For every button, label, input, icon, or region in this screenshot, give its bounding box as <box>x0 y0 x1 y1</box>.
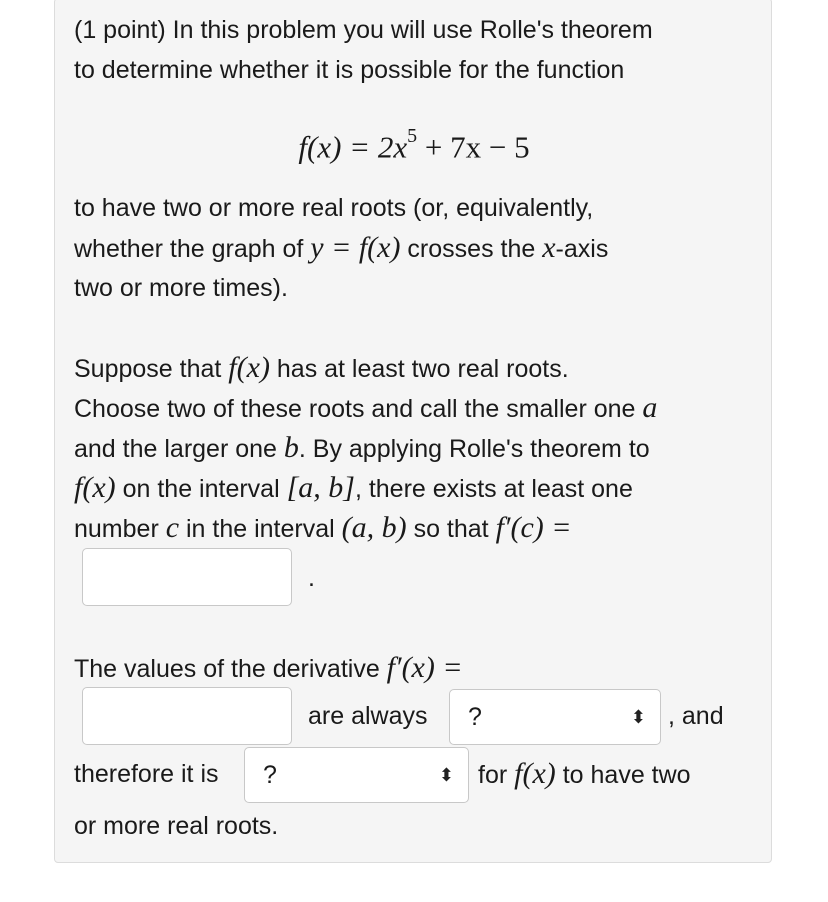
and-text: , and <box>668 702 724 730</box>
function-exponent: 5 <box>407 125 418 147</box>
paragraph2-line-5 <box>74 512 572 545</box>
p2-line1-math: f(x) <box>228 351 270 384</box>
are-always-text: are always <box>308 702 428 730</box>
last-line: or more real roots. <box>74 812 279 840</box>
p2-line3-text-b: . By applying Rolle's theorem to <box>298 435 650 463</box>
p2-line5-var-c: c <box>165 511 180 544</box>
p2-line2-text-a: Choose two of these roots and call the smaller one <box>74 395 643 423</box>
therefore-text: therefore it is <box>74 760 219 788</box>
p1-line2-x: x <box>542 231 556 264</box>
p2-line5-math: f′(c) = <box>495 511 572 544</box>
for-text-2: to have two <box>555 761 691 789</box>
p2-line4-text-b: , there exists at least one <box>354 475 633 503</box>
intro-line-2: to determine whether it is possible for the function <box>74 56 625 84</box>
period-text: . <box>308 564 315 592</box>
paragraph1-line-1: to have two or more real roots (or, equivalently, <box>74 194 594 222</box>
p3-line1-math: f′(x) = <box>386 651 463 684</box>
p2-line5-text-b: in the interval <box>179 515 342 543</box>
p2-line3-text-a: and the larger one <box>74 435 284 463</box>
paragraph2-line-4 <box>74 472 633 505</box>
p2-line1-text-a: Suppose that <box>74 355 229 383</box>
updown-chevron-icon: ⬍ <box>630 707 646 727</box>
p2-line1-text-b: has at least two real roots. <box>269 355 569 383</box>
p1-line2-math: y = f(x) <box>310 231 401 264</box>
p1-line2-text-c: -axis <box>555 235 609 263</box>
sign-select[interactable] <box>449 689 661 745</box>
paragraph2-line-1 <box>74 352 569 385</box>
p2-line5-text-c: so that <box>406 515 496 543</box>
p2-line4-interval: [a, b] <box>286 471 355 504</box>
paragraph1-line-2 <box>74 232 608 265</box>
p2-line5-text-a: number <box>74 515 166 543</box>
paragraph2-line-2 <box>74 392 657 425</box>
updown-chevron-icon: ⬍ <box>438 765 454 785</box>
paragraph2-line-3 <box>74 432 650 465</box>
function-rhs: + 7x − 5 <box>417 129 530 165</box>
p2-line5-interval: (a, b) <box>341 511 407 544</box>
function-equation <box>0 120 828 167</box>
p2-line4-text-a: on the interval <box>115 475 287 503</box>
intro-line-1: (1 point) In this problem you will use Rolle's theorem <box>74 16 653 44</box>
p3-line1-text-a: The values of the derivative <box>74 655 387 683</box>
fprime-x-input[interactable] <box>82 687 292 745</box>
for-text: for <box>478 761 515 789</box>
p1-line2-text-b: crosses the <box>400 235 543 263</box>
for-clause <box>478 758 691 791</box>
possibility-select[interactable] <box>244 747 469 803</box>
function-lhs: f(x) = 2x <box>298 129 408 165</box>
possibility-select-value: ? <box>263 761 277 789</box>
paragraph1-line-3: two or more times). <box>74 274 288 302</box>
sign-select-value: ? <box>468 703 482 731</box>
p2-line2-var-a: a <box>642 391 658 424</box>
p2-line4-math: f(x) <box>74 471 116 504</box>
p1-line2-text-a: whether the graph of <box>74 235 311 263</box>
fprime-c-input[interactable] <box>82 548 292 606</box>
paragraph3-line-1 <box>74 652 463 685</box>
for-math: f(x) <box>514 757 556 790</box>
p2-line3-var-b: b <box>283 431 299 464</box>
